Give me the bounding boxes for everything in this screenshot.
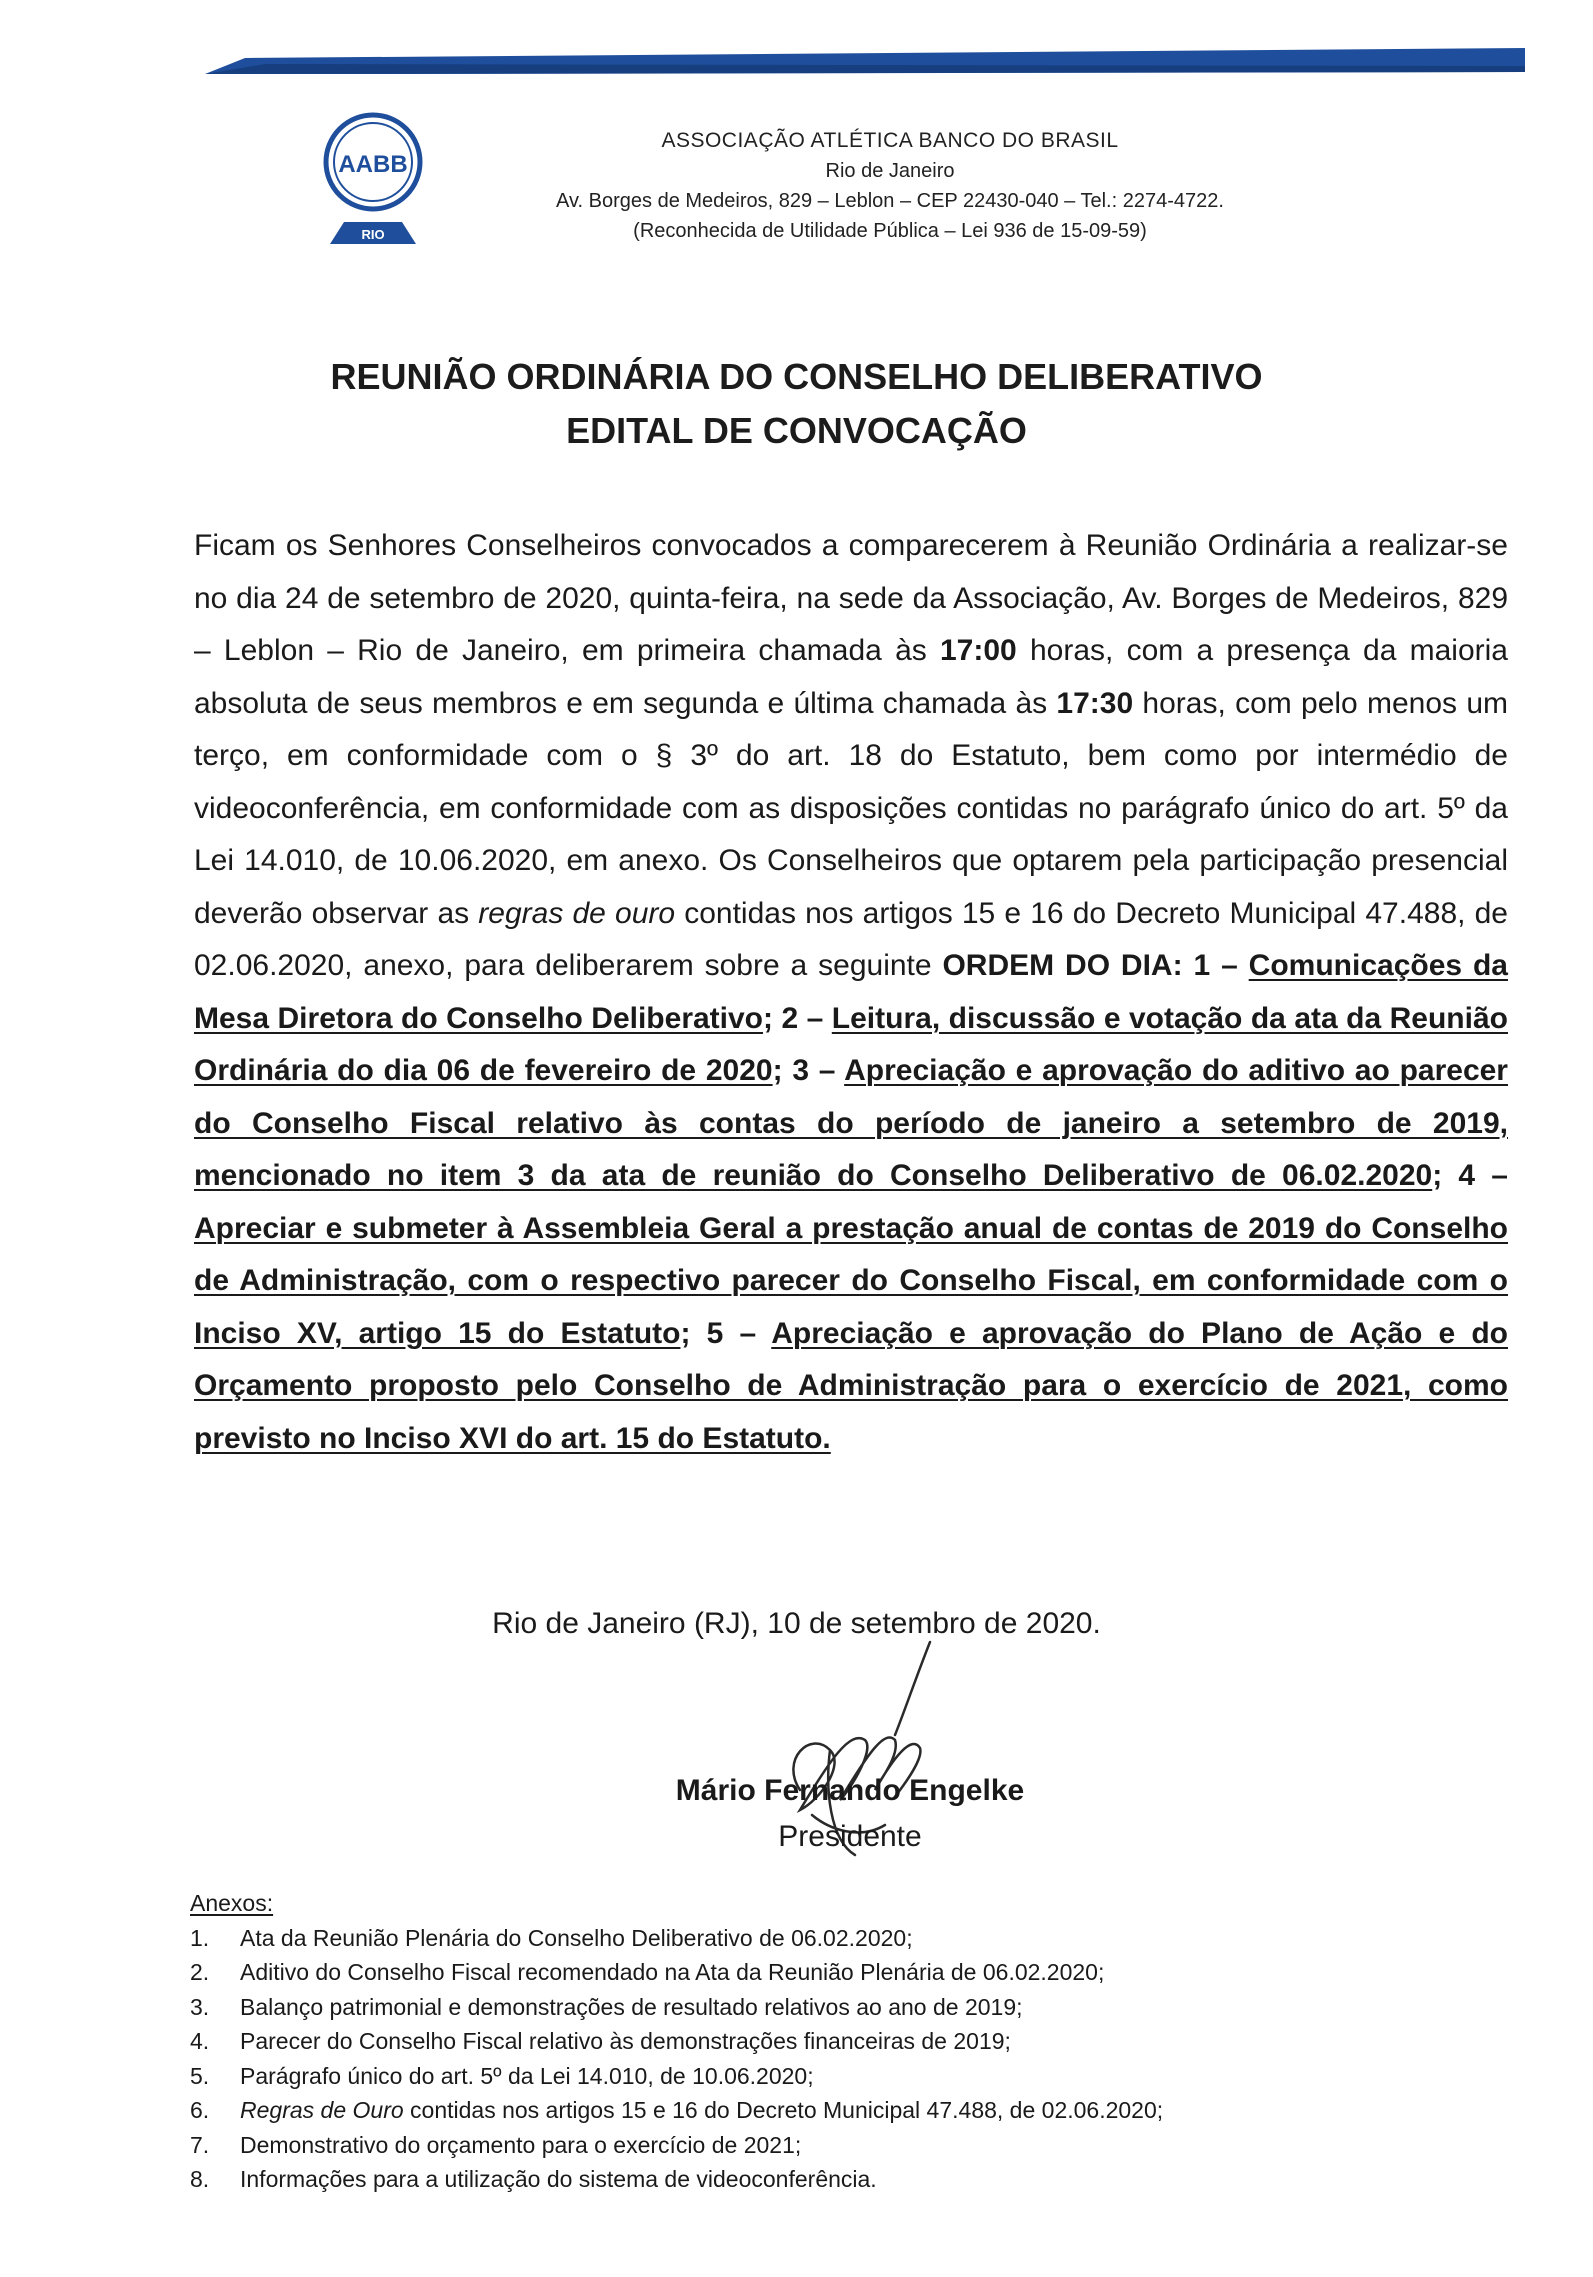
- place-and-date: Rio de Janeiro (RJ), 10 de setembro de 2020.: [492, 1607, 1101, 1640]
- list-item-text: Ata da Reunião Plenária do Conselho Deliberativo de 06.02.2020;: [240, 1924, 913, 1951]
- list-item: [190, 1990, 1490, 2025]
- agenda-num-1: 1 –: [1182, 949, 1249, 982]
- agenda-num-2: ; 2 –: [763, 1001, 832, 1035]
- convocation-body: [194, 520, 1508, 1465]
- list-item-text: Informações para a utilização do sistema de videoconferência.: [240, 2166, 877, 2192]
- body-text-3: horas, com pelo menos um terço, em conformidade com o § 3º do art. 18 do Estatuto, bem como por intermédio de videoconferência, em conformidade com as disposições contidas no parágrafo único do art. 5º da Lei 14.010, de 10.06.2020, em anexo. Os Conselheiros que optarem pela participação presencial deverão observar as: [194, 686, 1508, 930]
- organization-address: Av. Borges de Medeiros, 829 – Leblon – CEP 22430-040 – Tel.: 2274-4722.: [556, 190, 1224, 212]
- first-call-time: 17:00: [940, 634, 1017, 667]
- body-text-1: Ficam os Senhores Conselheiros convocados a comparecerem à Reunião Ordinária a realizar-se no dia 24 de setembro de 2020, quinta-feira, na sede da Associação, Av. Borges de Medeiros, 829 – Leblon – Rio de Janeiro, em primeira chamada às: [194, 529, 1508, 667]
- list-item-number: 4.: [190, 2028, 210, 2054]
- signer-block: [650, 1768, 1050, 1860]
- list-item-text: Aditivo do Conselho Fiscal recomendado na Ata da Reunião Plenária de 06.02.2020;: [240, 1959, 1105, 1985]
- list-item: [190, 1921, 1490, 1956]
- body-text-4: contidas nos artigos 15 e 16 do Decreto Municipal 47.488, de 02.06.2020, anexo, para deliberarem sobre a seguinte: [194, 896, 1508, 982]
- list-item-number: 8.: [190, 2166, 210, 2192]
- title-line-2: EDITAL DE CONVOCAÇÃO: [566, 410, 1027, 451]
- list-item-number: 1.: [190, 1924, 210, 1951]
- golden-rules-term: regras de ouro: [478, 896, 676, 930]
- annexes-section: [190, 1886, 1490, 2197]
- body-text-2: horas, com a presença da maioria absoluta de seus membros e em segunda e última chamada às: [194, 634, 1508, 720]
- organization-name: ASSOCIAÇÃO ATLÉTICA BANCO DO BRASIL: [661, 129, 1119, 152]
- agenda-num-5: ; 5 –: [680, 1316, 772, 1350]
- agenda-item-4: Apreciar e submeter à Assembleia Geral a prestação anual de contas de 2019 do Conselho de Administração, com o respectivo parecer do Conselho Fiscal, em conformidade com o Inciso XV, artigo 15 do Estatuto: [194, 1211, 1508, 1350]
- list-item-text: Parecer do Conselho Fiscal relativo às demonstrações financeiras de 2019;: [240, 2028, 1011, 2054]
- organization-recognition: (Reconhecida de Utilidade Pública – Lei 936 de 15-09-59): [633, 220, 1147, 242]
- signer-role: Presidente: [778, 1820, 922, 1853]
- list-item-number: 7.: [190, 2131, 210, 2158]
- list-item-number: 6.: [190, 2097, 210, 2123]
- annexes-list: [190, 1921, 1490, 2197]
- list-item: [190, 2093, 1490, 2128]
- list-item: [190, 2162, 1490, 2197]
- list-item: [190, 1955, 1490, 1990]
- list-item-number: 2.: [190, 1959, 210, 1985]
- agenda-item-3: Apreciação e aprovação do aditivo ao parecer do Conselho Fiscal relativo às contas do período de janeiro a setembro de 2019, mencionado no item 3 da ata de reunião do Conselho Deliberativo de 06.02.2020: [194, 1054, 1508, 1192]
- agenda-heading: ORDEM DO DIA:: [942, 949, 1183, 982]
- list-item-italic: Regras de Ouro: [240, 2097, 404, 2123]
- logo-badge: RIO: [361, 227, 385, 242]
- list-item-text: Demonstrativo do orçamento para o exercício de 2021;: [240, 2131, 802, 2158]
- signer-name: Mário Fernando Engelke: [675, 1774, 1025, 1807]
- title-line-1: REUNIÃO ORDINÁRIA DO CONSELHO DELIBERATIVO: [330, 356, 1263, 397]
- organization-city: Rio de Janeiro: [825, 160, 955, 182]
- annexes-heading: Anexos:: [190, 1890, 274, 1916]
- list-item-number: 3.: [190, 1993, 210, 2020]
- agenda-item-2: Leitura, discussão e votação da ata da Reunião Ordinária do dia 06 de fevereiro de 2020: [194, 1001, 1508, 1087]
- agenda-num-4: ; 4 –: [1432, 1159, 1508, 1192]
- agenda-num-3: ; 3 –: [772, 1054, 845, 1087]
- header-stripe: [205, 44, 1525, 80]
- list-item: [190, 2024, 1490, 2059]
- agenda-item-1: Comunicações da Mesa Diretora do Conselho Deliberativo: [194, 949, 1508, 1035]
- list-item-text: contidas nos artigos 15 e 16 do Decreto Municipal 47.488, de 02.06.2020;: [403, 2097, 1164, 2123]
- list-item-text: Balanço patrimonial e demonstrações de resultado relativos ao ano de 2019;: [240, 1993, 1023, 2020]
- list-item-number: 5.: [190, 2062, 210, 2089]
- second-call-time: 17:30: [1056, 686, 1134, 720]
- letterhead: [440, 126, 1340, 246]
- document-title: [0, 350, 1593, 458]
- list-item-text: Parágrafo único do art. 5º da Lei 14.010, de 10.06.2020;: [240, 2062, 814, 2089]
- list-item: [190, 2128, 1490, 2163]
- logo-monogram: AABB: [338, 151, 408, 178]
- agenda-item-5: Apreciação e aprovação do Plano de Ação e do Orçamento proposto pelo Conselho de Administração para o exercício de 2021, como previsto no Inciso XVI do art. 15 do Estatuto.: [194, 1316, 1508, 1455]
- aabb-logo: [318, 112, 428, 248]
- list-item: [190, 2059, 1490, 2094]
